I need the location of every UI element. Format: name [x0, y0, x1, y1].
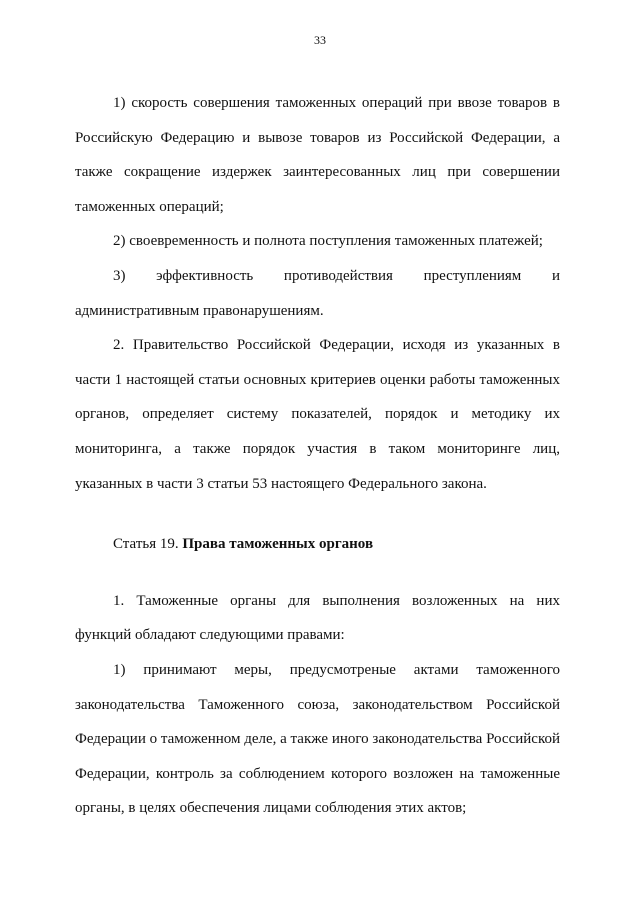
- page-number: 33: [314, 33, 326, 47]
- article-number: Статья 19.: [113, 536, 183, 553]
- document-body: [75, 86, 560, 826]
- paragraph-payments-timeliness: 2) своевременность и полнота поступления таможенных платежей;: [113, 233, 543, 250]
- article-title: Права таможенных органов: [182, 536, 374, 553]
- paragraph-customs-rights: 1. Таможенные органы для выполнения возложенных на них функций обладают следующими правами:: [75, 592, 560, 644]
- article-heading: [75, 527, 560, 562]
- paragraph-crime-counteraction: 3) эффективность противодействия преступлениям и административным правонарушениям.: [75, 267, 560, 319]
- paragraph-government-monitoring: 2. Правительство Российской Федерации, исходя из указанных в части 1 настоящей статьи основных критериев оценки работы таможенных органов, определяет систему показателей, порядок и методику их мониторинга, а также порядок участия в таком мониторинге лиц, указанных в части 3 статьи 53 настоящего Федерального закона.: [75, 337, 560, 492]
- paragraph-take-measures: 1) принимают меры, предусмотреные актами таможенного законодательства Таможенного союза, законодательством Российской Федерации о таможенном деле, а также иного законодательства Российской Федерации, контроль за соблюдением которого возложен на таможенные органы, в целях обеспечения лицами соблюдения этих актов;: [75, 661, 560, 817]
- paragraph-customs-speed: 1) скорость совершения таможенных операций при ввозе товаров в Российскую Федерацию и вывозе товаров из Российской Федерации, а также сокращение издержек заинтересованных лиц при совершении таможенных операций;: [75, 95, 560, 215]
